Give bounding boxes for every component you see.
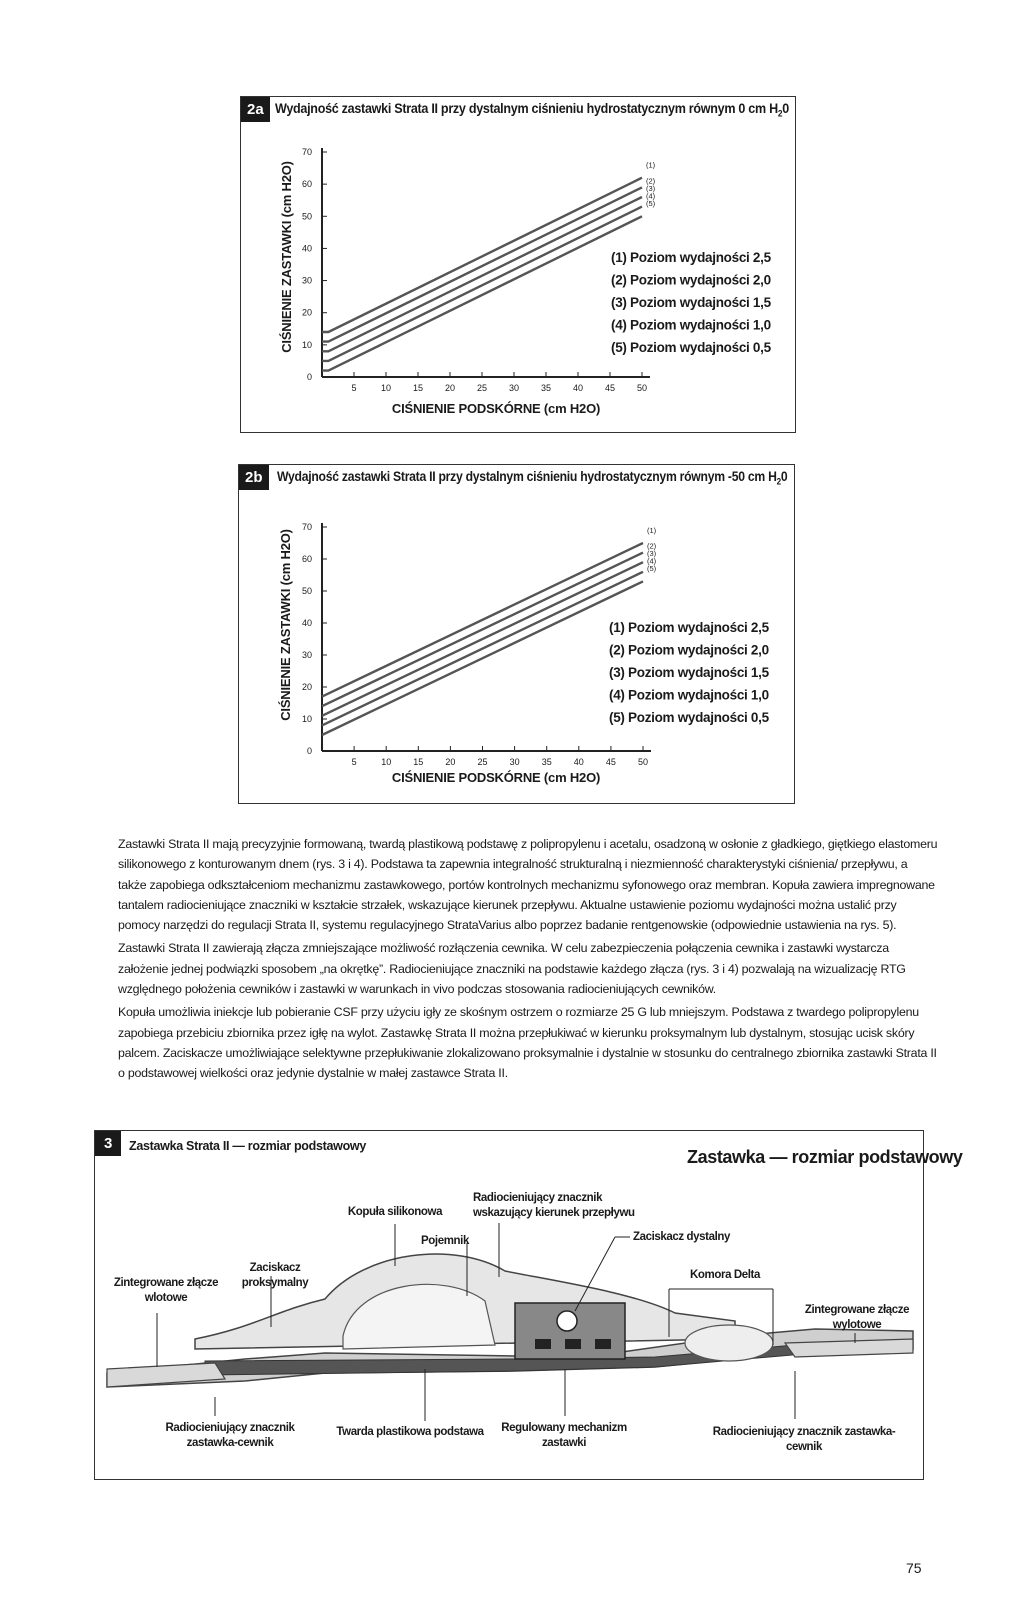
y-tick-label: 70	[301, 147, 312, 157]
legend-entry: (3) Poziom wydajności 1,5	[609, 665, 769, 680]
x-tick-label: 5	[351, 757, 357, 767]
x-tick-label: 40	[573, 757, 584, 767]
legend-entry: (4) Poziom wydajności 1,0	[611, 317, 771, 333]
figure-title: Zastawka Strata II — rozmiar podstawowy	[129, 1139, 366, 1153]
label-delta-chamber: Komora Delta	[690, 1269, 760, 1281]
label-mechanism: Regulowany mechanizm zastawki	[501, 1422, 627, 1449]
x-tick-label: 20	[445, 757, 456, 767]
x-tick-label: 35	[541, 757, 552, 767]
y-tick-label: 60	[301, 554, 312, 564]
label-flow-marker: Radiocieniujący znacznik wskazujący kierunek przepływu	[473, 1192, 635, 1219]
legend-entry: (1) Poziom wydajności 2,5	[609, 620, 769, 635]
body-text	[118, 834, 938, 1087]
figure-tag: 2a	[241, 97, 270, 122]
y-tick-label: 20	[301, 682, 312, 692]
figure-tag: 2b	[239, 465, 269, 490]
label-dome: Kopuła silikonowa	[347, 1206, 443, 1218]
series-id-label: (5)	[646, 198, 656, 208]
legend-entry: (5) Poziom wydajności 0,5	[609, 710, 769, 725]
label-marker-left: Radiocieniujący znacznik zastawka-cewnik	[165, 1422, 295, 1449]
x-tick-label: 10	[381, 757, 392, 767]
series-id-label: (3)	[647, 549, 657, 559]
x-tick-label: 25	[476, 383, 488, 393]
series-id-label: (2)	[647, 541, 657, 551]
legend-entry: (4) Poziom wydajności 1,0	[609, 687, 769, 703]
y-tick-label: 10	[301, 714, 312, 724]
series-line	[322, 553, 643, 707]
series-line	[322, 562, 643, 716]
y-tick-label: 50	[301, 211, 312, 222]
figure-tag: 3	[95, 1131, 121, 1156]
x-tick-label: 45	[604, 383, 616, 393]
x-tick-label: 20	[444, 383, 456, 393]
series-id-label: (5)	[647, 564, 657, 574]
label-distal-clamp: Zaciskacz dystalny	[633, 1231, 730, 1243]
label-base: Twarda plastikowa podstawa	[336, 1426, 484, 1438]
y-tick-label: 60	[301, 179, 312, 190]
series-id-label: (4)	[646, 191, 656, 201]
figure-big-title: Zastawka — rozmiar podstawowy	[687, 1147, 963, 1167]
legend-entry: (2) Poziom wydajności 2,0	[609, 642, 769, 658]
y-axis-label: CIŚNIENIE ZASTAWKI (cm H2O)	[279, 161, 294, 353]
series-id-label: (3)	[646, 183, 656, 193]
series-id-label: (4)	[647, 556, 657, 566]
x-tick-label: 35	[540, 383, 552, 393]
figure-title: Wydajność zastawki Strata II przy dystalnym ciśnieniu hydrostatycznym równym -50 cm $H_20$	[277, 469, 788, 487]
x-axis-label: CIŚNIENIE PODSKÓRNE (cm H2O)	[391, 401, 601, 416]
legend-entry: (1) Poziom wydajności 2,5	[611, 250, 771, 265]
legend-entry: (2) Poziom wydajności 2,0	[611, 272, 771, 288]
x-tick-label: 45	[605, 757, 616, 767]
x-tick-label: 50	[637, 757, 649, 767]
label-reservoir: Pojemnik	[421, 1235, 469, 1247]
y-tick-label: 0	[306, 372, 312, 382]
x-tick-label: 30	[508, 383, 520, 393]
series-id-label: (1)	[646, 160, 656, 170]
x-tick-label: 30	[509, 757, 520, 767]
series-line	[322, 543, 643, 697]
x-tick-label: 15	[413, 757, 424, 767]
x-tick-label: 25	[477, 757, 488, 767]
y-tick-label: 30	[301, 650, 312, 660]
x-tick-label: 5	[351, 383, 357, 393]
y-axis-label: CIŚNIENIE ZASTAWKI (cm H2O)	[278, 529, 293, 721]
series-line	[322, 581, 643, 735]
x-axis-label: CIŚNIENIE PODSKÓRNE (cm H2O)	[391, 770, 601, 785]
series-id-label: (2)	[646, 176, 656, 186]
label-marker-right: Radiocieniujący znacznik zastawka-cewnik	[712, 1426, 896, 1453]
series-id-label: (1)	[647, 526, 657, 535]
y-tick-label: 10	[301, 339, 312, 350]
paragraph: Kopuła umożliwia iniekcje lub pobieranie CSF przy użyciu igły ze skośnym ostrzem o rozmiarze 25 G lub mniejszym. Podstawa z twardego polipropylenu zapobiega przebiciu zbiornika przez igłę na wylot. Zastawkę Strata II można przepłukiwać w kierunku proksymalnym lub dystalnym, stosując ucisk skóry palcem. Zaciskacze umożliwiające selektywne przepłukiwanie zlokalizowano proksymalnie i dystalnie w stosunku do centralnego zbiornika zastawki Strata II o podstawowej wielkości oraz jedynie dystalnie w małej zastawce Strata II.	[118, 1005, 937, 1081]
figure-title: Wydajność zastawki Strata II przy dystalnym ciśnieniu hydrostatycznym równym 0 cm $H_20$	[275, 101, 789, 119]
label-proximal-clamp: Zaciskacz proksymalny	[241, 1262, 309, 1289]
page-number: 75	[906, 1560, 922, 1576]
x-tick-label: 40	[572, 383, 584, 393]
label-inlet: Zintegrowane złącze wlotowe	[113, 1277, 219, 1304]
legend-entry: (3) Poziom wydajności 1,5	[611, 295, 771, 310]
legend-entry: (5) Poziom wydajności 0,5	[611, 340, 771, 355]
y-tick-label: 40	[301, 618, 312, 628]
x-tick-label: 15	[412, 383, 424, 393]
paragraph: Zastawki Strata II zawierają złącza zmniejszające możliwość rozłączenia cewnika. W celu zabezpieczenia połączenia cewnika i zastawki wystarcza założenie jednej podwiązki sposobem „na okrętkę”. Radiocieniujące znaczniki na podstawie każdego złącza (rys. 3 i 4) pozwalają na wizualizację RTG względnego położenia cewników i zastawki w warunkach in vivo podczas stosowania radiocieniujących cewników.	[118, 941, 906, 997]
y-tick-label: 70	[301, 522, 312, 532]
y-tick-label: 30	[301, 275, 312, 286]
y-tick-label: 20	[301, 307, 312, 318]
y-tick-label: 40	[301, 243, 312, 254]
series-line	[322, 572, 643, 726]
paragraph: Zastawki Strata II mają precyzyjnie formowaną, twardą plastikową podstawę z polipropylenu i acetalu, osadzoną w osłonie z gładkiego, giętkiego elastomeru silikonowego z konturowanym dnem (rys. 3 i 4). Podstawa ta zapewnia integralność strukturalną i niezmienność charakterystyki ciśnienia/ przepływu, a także zapobiega odkształceniom mechanizmu zastawkowego, portów kontrolnych mechanizmu syfonowego oraz membran. Kopuła zawiera impregnowane tantalem radiocieniujące znaczniki w kształcie strzałek, wskazujące kierunek przepływu. Aktualne ustawienie poziomu wydajności można ustalić przy pomocy narzędzi do regulacji Strata II, systemu regulacyjnego StrataVarius albo poprzez badanie rentgenowskie (odpowiednie ustawienia na rys. 5).	[118, 837, 938, 933]
y-tick-label: 0	[306, 746, 312, 756]
label-outlet: Zintegrowane złącze wylotowe	[804, 1304, 910, 1331]
x-tick-label: 10	[380, 383, 392, 393]
figure-3	[94, 1130, 963, 1480]
y-tick-label: 50	[301, 586, 312, 596]
x-tick-label: 50	[636, 383, 648, 393]
